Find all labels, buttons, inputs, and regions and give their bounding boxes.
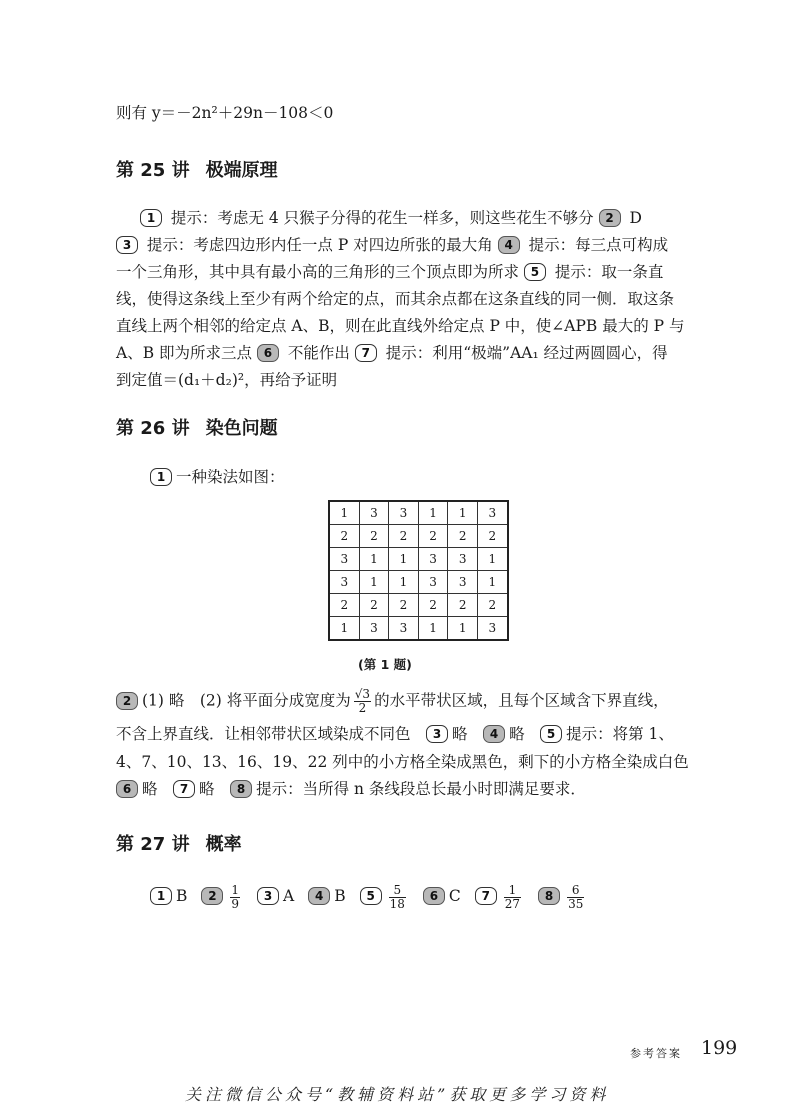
question-number-badge: 2 <box>201 887 223 905</box>
grid-cell: 3 <box>477 501 507 525</box>
answer-text: D <box>624 209 642 227</box>
question-number-badge: 1 <box>150 468 172 486</box>
grid-cell: 2 <box>418 594 448 617</box>
answer-text: B <box>334 887 346 905</box>
question-number-badge: 4 <box>498 236 520 254</box>
fraction-denominator: 9 <box>231 896 240 911</box>
grid-cell: 3 <box>448 571 478 594</box>
sec25-line-3 <box>116 261 663 283</box>
fraction-denominator: 18 <box>389 896 405 911</box>
grid-cell: 1 <box>448 617 478 641</box>
sec25-line-4: 线，使得这条线上至少有两个给定的点，而其余点都在这条直线的同一侧．取这条 <box>116 290 675 308</box>
grid-cell: 2 <box>418 525 448 548</box>
grid-cell: 2 <box>448 525 478 548</box>
question-number-badge: 7 <box>355 344 377 362</box>
fraction <box>504 884 521 911</box>
grid-cell: 2 <box>329 594 359 617</box>
page-number: 199 <box>701 1037 738 1059</box>
sec27-answers <box>150 882 601 911</box>
grid-cell: 1 <box>329 501 359 525</box>
fraction-numerator: 6 <box>567 884 584 898</box>
answer-text: 提示：利用“极端”AA₁ 经过两圆圆心，得 <box>380 344 668 362</box>
grid-row <box>329 548 508 571</box>
grid-cell: 3 <box>389 617 419 641</box>
fraction <box>567 884 584 911</box>
grid-cell: 1 <box>477 571 507 594</box>
sec26-line-2 <box>116 723 674 745</box>
question-number-badge: 7 <box>475 887 497 905</box>
sec26-line-4 <box>116 778 586 800</box>
sec26-line-3: 4、7、10、13、16、19、22 列中的小方格全染成黑色，剩下的小方格全染成白色 <box>116 753 689 771</box>
grid-cell: 1 <box>448 501 478 525</box>
fraction-numerator: 5 <box>389 884 406 898</box>
grid-cell: 1 <box>418 617 448 641</box>
answer-text: B <box>176 887 188 905</box>
question-number-badge: 4 <box>308 887 330 905</box>
grid-cell: 3 <box>389 501 419 525</box>
question-number-badge: 1 <box>150 887 172 905</box>
grid-row <box>329 617 508 641</box>
section-title: 染色问题 <box>205 418 278 439</box>
fraction-denominator: 27 <box>504 896 521 911</box>
question-number-badge: 4 <box>483 725 505 743</box>
grid-cell: 3 <box>418 548 448 571</box>
grid-cell: 3 <box>329 571 359 594</box>
sec26-line-1 <box>116 688 669 715</box>
question-number-badge: 5 <box>540 725 562 743</box>
fraction <box>230 884 240 911</box>
answer-text: C <box>448 887 461 905</box>
question-number-badge: 2 <box>599 209 621 227</box>
question-number-badge: 5 <box>524 263 546 281</box>
grid-cell: 1 <box>359 571 389 594</box>
question-number-badge: 6 <box>116 780 138 798</box>
grid-cell: 1 <box>329 617 359 641</box>
answer-text: 略 <box>509 725 525 743</box>
sec26-intro <box>150 466 285 488</box>
grid-cell: 1 <box>418 501 448 525</box>
grid-cell: 1 <box>477 548 507 571</box>
answer-text: 提示：考虑无 4 只猴子分得的花生一样多，则这些花生不够分 <box>166 209 599 227</box>
grid-row <box>329 594 508 617</box>
grid-cell: 2 <box>477 525 507 548</box>
grid-cell: 3 <box>359 501 389 525</box>
question-number-badge: 5 <box>360 887 382 905</box>
section-26-heading <box>116 414 278 440</box>
footer-label: 参考答案 <box>630 1047 682 1060</box>
grid-cell: 2 <box>359 525 389 548</box>
watermark-banner: 关注微信公众号“教辅资料站”获取更多学习资料 <box>185 1085 610 1104</box>
section-title: 极端原理 <box>205 160 278 181</box>
grid-cell: 1 <box>389 571 419 594</box>
section-25-heading <box>116 156 278 182</box>
fraction <box>389 884 406 911</box>
fraction-numerator: 1 <box>231 882 240 897</box>
answer-text: 的水平带状区域，且每个区域含下界直线， <box>374 691 669 710</box>
sec25-line-1 <box>140 207 642 229</box>
grid-cell: 3 <box>448 548 478 571</box>
answer-text: 不能作出 <box>282 344 355 362</box>
grid-row <box>329 571 508 594</box>
question-number-badge: 1 <box>140 209 162 227</box>
fraction-numerator: √3 <box>354 687 371 701</box>
answer-text: A、B 即为所求三点 <box>116 344 257 362</box>
grid-cell: 2 <box>389 594 419 617</box>
grid-cell: 2 <box>329 525 359 548</box>
answer-text: 提示：考虑四边形内任一点 P 对四边所张的最大角 <box>142 236 498 254</box>
answer-text: 略 <box>199 780 215 798</box>
question-number-badge: 7 <box>173 780 195 798</box>
answer-text: A <box>283 887 295 905</box>
question-number-badge: 8 <box>538 887 560 905</box>
grid-cell: 2 <box>359 594 389 617</box>
coloring-grid <box>328 500 509 641</box>
question-number-badge: 2 <box>116 692 138 710</box>
section-27-heading <box>116 830 242 856</box>
grid-cell: 1 <box>389 548 419 571</box>
answer-text: 略 <box>142 780 158 798</box>
sec25-line-7: 到定值＝(d₁＋d₂)²，再给予证明 <box>116 371 338 389</box>
answer-text: 提示：将第 1、 <box>566 725 674 743</box>
answer-text: 提示：当所得 n 条线段总长最小时即满足要求． <box>256 780 586 798</box>
question-number-badge: 6 <box>257 344 279 362</box>
section-title: 概率 <box>205 834 242 855</box>
answer-text: (1) 略 (2) 将平面分成宽度为 <box>142 691 351 710</box>
fraction-denominator: 35 <box>568 896 584 911</box>
fraction-denominator: 2 <box>358 701 367 715</box>
grid-cell: 2 <box>448 594 478 617</box>
grid-cell: 3 <box>477 617 507 641</box>
sec25-line-2 <box>116 234 668 256</box>
answer-text: 一个三角形，其中具有最小高的三角形的三个顶点即为所求 <box>116 263 524 281</box>
question-number-badge: 3 <box>257 887 279 905</box>
answer-text: 略 <box>452 725 468 743</box>
question-number-badge: 3 <box>426 725 448 743</box>
sec25-line-5: 直线上两个相邻的给定点 A、B，则在此直线外给定点 P 中，使∠APB 最大的 P 与 <box>116 317 685 335</box>
grid-cell: 2 <box>477 594 507 617</box>
grid-cell: 3 <box>359 617 389 641</box>
grid-row <box>329 501 508 525</box>
grid-cell: 3 <box>418 571 448 594</box>
grid-row <box>329 525 508 548</box>
grid-cell: 3 <box>329 548 359 571</box>
fraction <box>354 688 371 715</box>
top-equation-line: 则有 y＝－2n²＋29n－108＜0 <box>116 104 334 122</box>
figure-caption: (第 1 题) <box>358 657 412 672</box>
grid-cell: 2 <box>389 525 419 548</box>
answer-text: 不含上界直线．让相邻带状区域染成不同色 <box>116 725 411 743</box>
answer-text: 提示：每三点可构成 <box>523 236 669 254</box>
question-number-badge: 8 <box>230 780 252 798</box>
grid-cell: 1 <box>359 548 389 571</box>
question-number-badge: 6 <box>423 887 445 905</box>
sec25-line-6 <box>116 342 668 364</box>
lecture-number: 第 27 讲 <box>116 834 190 855</box>
lecture-number: 第 26 讲 <box>116 418 190 439</box>
answer-text: 提示：取一条直 <box>549 263 664 281</box>
answer-text: 一种染法如图： <box>176 468 285 486</box>
fraction-numerator: 1 <box>504 884 521 898</box>
lecture-number: 第 25 讲 <box>116 160 190 181</box>
question-number-badge: 3 <box>116 236 138 254</box>
